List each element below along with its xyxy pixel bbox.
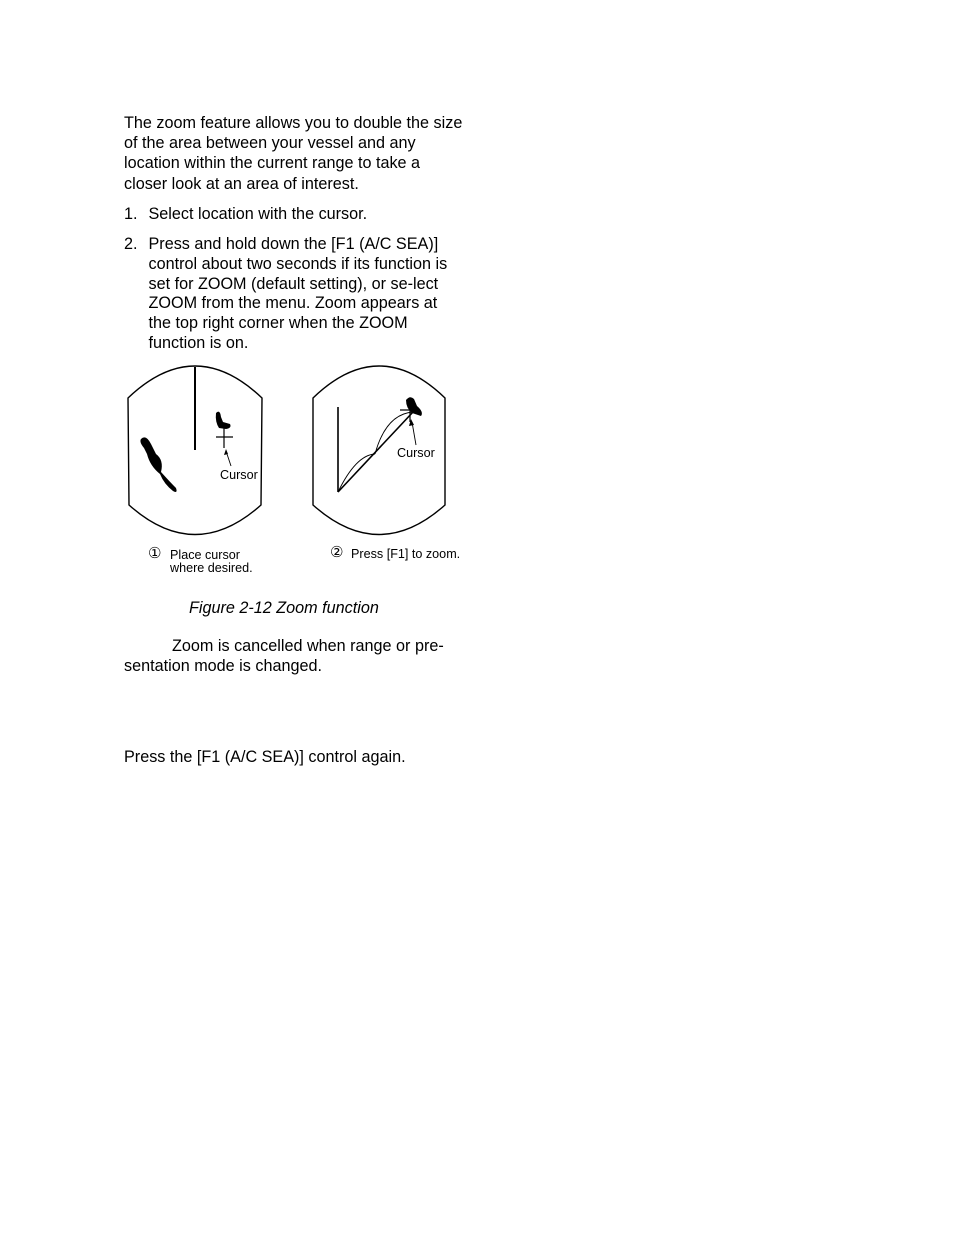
step-marker-1: ① <box>148 545 162 562</box>
step-1-number: 1. <box>124 205 138 223</box>
cursor-leader-right <box>412 422 416 445</box>
coastline-target-left <box>140 437 176 492</box>
zoom-note-text: Zoom is cancelled when range or pre-sentation mode is changed. <box>124 637 444 676</box>
cursor-label-left: Cursor <box>220 468 258 482</box>
cancel-zoom-instruction: Press the [F1 (A/C SEA)] control again. <box>124 748 406 766</box>
figure-step-1-line-2: where desired. <box>170 561 253 575</box>
intro-paragraph: The zoom feature allows you to double the size of the area between your vessel and any location within the current range to take a closer look at an area of interest. <box>124 114 463 193</box>
figure-step-2-text: Press [F1] to zoom. <box>351 547 461 561</box>
step-marker-2: ② <box>330 544 344 561</box>
cursor-leader-arrow-left <box>224 449 228 455</box>
zoom-figure <box>120 362 480 582</box>
cursor-label-right: Cursor <box>397 446 435 460</box>
small-target-right <box>406 397 422 416</box>
radar-display-before-zoom <box>128 366 262 535</box>
step-1-text: Select location with the cursor. <box>148 205 368 223</box>
zoom-note <box>124 636 459 676</box>
step-2-text: Press and hold down the [F1 (A/C SEA)] control about two seconds if its function is set for ZOOM (default setting), or se-lect ZOOM from the menu. Zoom appears at the top right corner when the ZOOM function is on. <box>148 235 448 352</box>
figure-step-1-line-1: Place cursor <box>170 548 240 562</box>
small-target-left <box>216 412 231 429</box>
step-2-number: 2. <box>124 235 138 253</box>
figure-caption: Figure 2-12 Zoom function <box>189 599 379 617</box>
